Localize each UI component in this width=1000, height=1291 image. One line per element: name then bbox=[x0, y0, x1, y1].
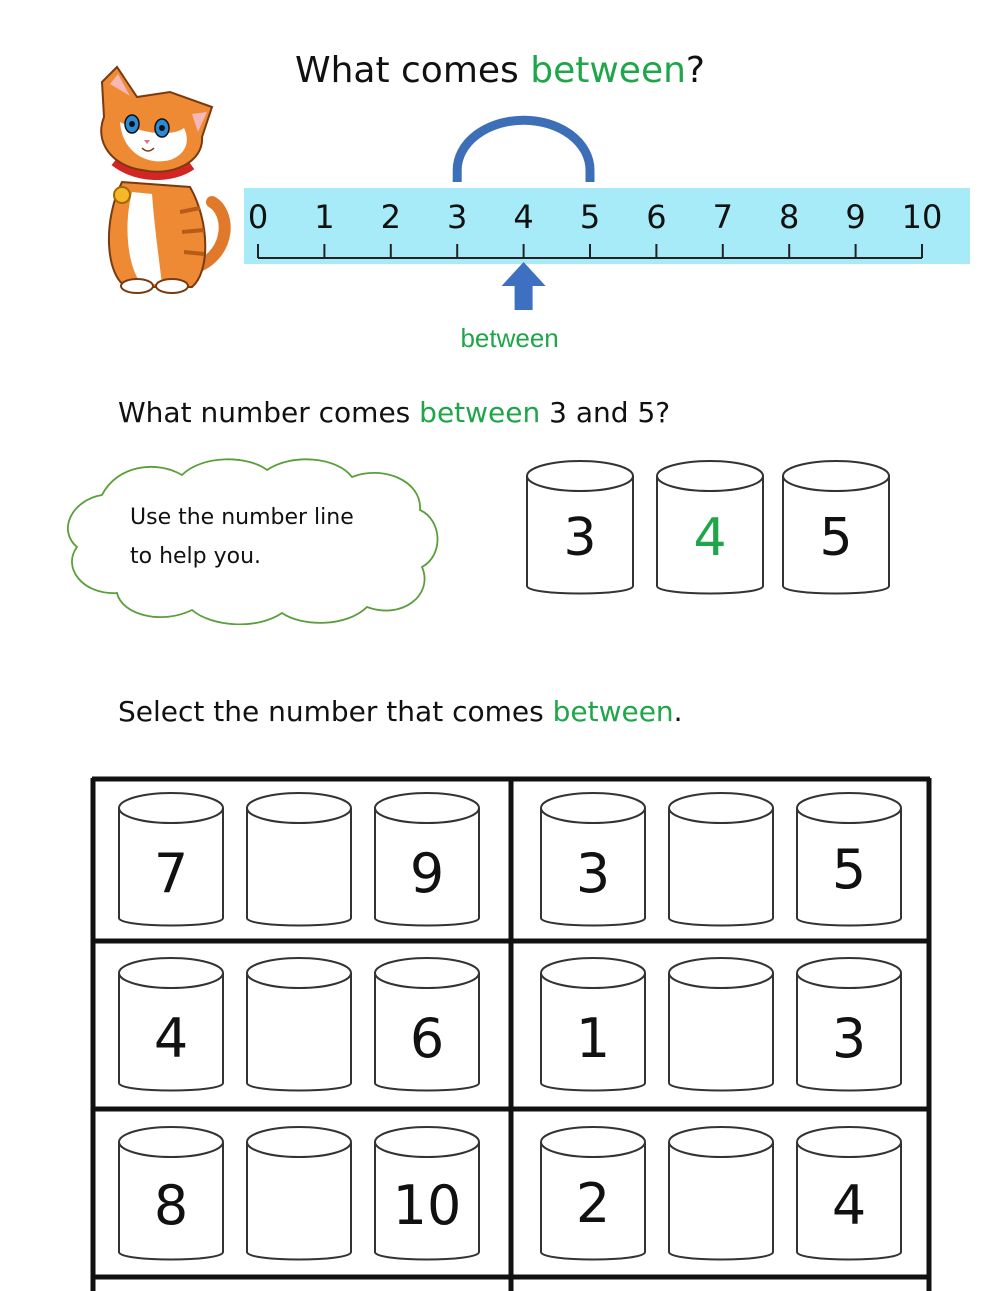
answer-slot[interactable] bbox=[244, 1124, 354, 1264]
answer-slot[interactable] bbox=[666, 1124, 776, 1264]
puzzle-left-number: 7 bbox=[153, 842, 189, 905]
question-text: What number comes between 3 and 5? bbox=[118, 396, 671, 429]
number-line-label: 6 bbox=[646, 198, 667, 236]
puzzle-5 bbox=[116, 1124, 476, 1264]
puzzle-left-number: 1 bbox=[575, 1007, 611, 1070]
puzzle-6 bbox=[538, 1124, 908, 1264]
instruction-text: Select the number that comes between. bbox=[118, 695, 683, 728]
number-line-label: 4 bbox=[513, 198, 534, 236]
answer-slot[interactable] bbox=[244, 955, 354, 1095]
puzzle-left-number: 8 bbox=[153, 1174, 189, 1237]
up-arrow-icon bbox=[502, 262, 546, 310]
hint-text: Use the number line to help you. bbox=[130, 505, 354, 569]
puzzle-2 bbox=[538, 790, 908, 930]
number-line bbox=[240, 110, 970, 360]
answer-slot[interactable] bbox=[666, 955, 776, 1095]
puzzle-right-number: 10 bbox=[392, 1174, 462, 1237]
example-middle-number: 4 bbox=[693, 508, 727, 568]
puzzle-1 bbox=[116, 790, 476, 930]
answer-slot[interactable] bbox=[244, 790, 354, 930]
puzzle-right-number: 3 bbox=[831, 1007, 867, 1070]
cat-illustration bbox=[92, 62, 232, 294]
number-line-label: 2 bbox=[380, 198, 401, 236]
puzzle-right-number: 6 bbox=[409, 1007, 445, 1070]
number-line-label: 1 bbox=[314, 198, 335, 236]
number-line-label: 8 bbox=[779, 198, 800, 236]
number-line-label: 9 bbox=[845, 198, 866, 236]
number-line-label: 0 bbox=[247, 198, 269, 236]
puzzle-4 bbox=[538, 955, 908, 1095]
puzzle-right-number: 4 bbox=[831, 1174, 867, 1237]
answer-slot[interactable] bbox=[666, 790, 776, 930]
puzzle-left-number: 2 bbox=[575, 1172, 611, 1235]
number-line-label: 7 bbox=[712, 198, 733, 236]
between-arrow-label: between bbox=[460, 323, 559, 353]
example-right-number: 5 bbox=[819, 508, 853, 568]
puzzle-right-number: 5 bbox=[831, 838, 867, 901]
number-line-label: 3 bbox=[447, 198, 468, 236]
puzzle-right-number: 9 bbox=[409, 842, 445, 905]
number-line-label: 5 bbox=[579, 198, 601, 236]
page-title: What comes between? bbox=[294, 50, 706, 91]
between-arc bbox=[457, 120, 590, 182]
example-left-number: 3 bbox=[563, 508, 597, 568]
number-line-label: 10 bbox=[901, 198, 943, 236]
puzzle-3 bbox=[116, 955, 476, 1095]
puzzle-left-number: 4 bbox=[153, 1007, 189, 1070]
puzzle-left-number: 3 bbox=[575, 842, 611, 905]
